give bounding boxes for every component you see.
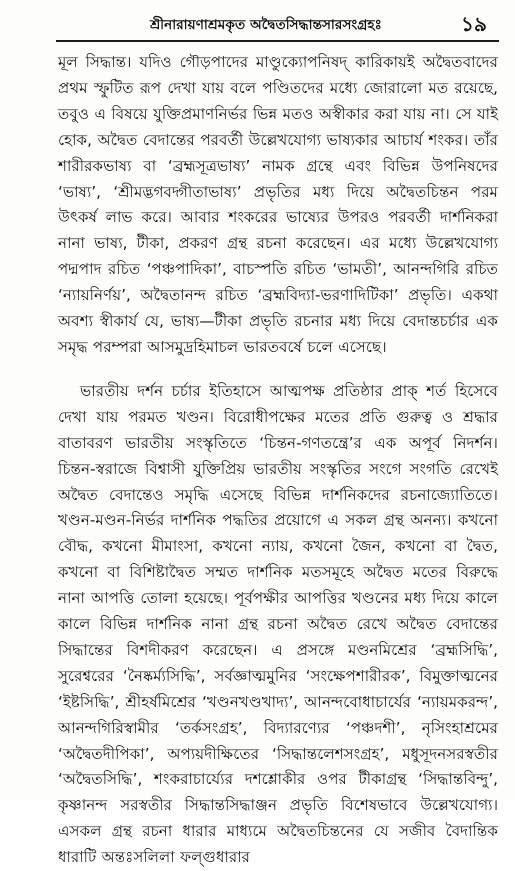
paragraph: মূল সিদ্ধান্ত। যদিও গৌড়পাদের মাণ্ডুক্যোপনিষদ্ কারিকায়ই অদ্বৈতবাদের প্রথম স্ফুটিত রূপ দেখা যায় বলে পণ্ডিতদের মধ্যে জোরালো মত রয়েছে, তবুও এ বিষয়ে যুক্তিপ্রমাণনির্ভর ভিন্ন মতও অস্বীকার করা যায় না। সে যাই হোক, অদ্বৈত বেদান্তের পরবর্তী উল্লেখযোগ্য ভাষ্যকার আচার্য শংকর। তাঁর শারীরকভাষ্য বা ‘ব্রহ্মসূত্রভাষ্য’ নামক গ্রন্থে এবং বিভিন্ন উপনিষদের ‘ভাষ্য’, ‘শ্রীমদ্ভগবদ্গীতাভাষ্য’ প্রভৃতির মধ্য দিয়ে অদ্বৈতচিন্তন পরম উৎকর্ষ লাভ করে। আবার শংকরের ভাষ্যের উপরও পরবর্তী দার্শনিকরা নানা ভাষ্য, টীকা, প্রকরণ গ্রন্থ রচনা করেছেন। এর মধ্যে উল্লেখযোগ্য পদ্মপাদ রচিত ‘পঞ্চপাদিকা’, বাচস্পতি রচিত ‘ভামতী’, আনন্দগিরি রচিত ‘ন্যায়নির্ণয়’, অদ্বৈতানন্দ রচিত ‘ব্রহ্মবিদ্যা-ভরণাদিটিকা’ প্রভৃতি। একথা অবশ্য স্বীকার্য যে, ভাষ্য—টীকা প্রভৃতি রচনার মধ্য দিয়ে বেদান্তচর্চার এক সমৃদ্ধ পরম্পরা আসমুদ্রহিমাচল ভারতবর্ষে চলে এসেছে। — [58, 53, 498, 356]
body-text — [58, 50, 498, 871]
page-header — [0, 10, 515, 40]
page-number: ১৯ — [461, 12, 487, 36]
header-rule — [56, 40, 499, 42]
running-head: শ্রীনারায়ণাশ্রমকৃত অদ্বৈতসিদ্ধান্তসারসংগ্রহঃ — [150, 17, 382, 33]
paragraph: ভারতীয় দর্শন চর্চার ইতিহাসে আত্মপক্ষ প্রতিষ্ঠার প্রাক্ শর্ত হিসেবে দেখা যায় পরমত খণ্ডন। বিরোধীপক্ষের মতের প্রতি গুরুত্ব ও শ্রদ্ধার বাতাবরণ ভারতীয় সংস্কৃতিতে ‘চিন্তন-গণতন্ত্রে’র এক অপূর্ব নিদর্শন। চিন্তন-স্বরাজে বিশ্বাসী যুক্তিপ্রিয় ভারতীয় সংস্কৃতির সংগে সংগতি রেখেই অদ্বৈত বেদান্তেও সমৃদ্ধি এসেছে বিভিন্ন দার্শনিকদের রচনাজ্যোতিতে। খণ্ডন-মণ্ডন-নির্ভর দার্শনিক পদ্ধতির প্রয়োগে এ সকল গ্রন্থ অনন্য। কখনো বৌদ্ধ, কখনো মীমাংসা, কখনো ন্যায়, কখনো জৈন, কখনো বা দ্বৈত, কখনো বা বিশিষ্টাদ্বৈত সম্মত দার্শনিক মতসমূহে অদ্বৈত মতের বিরুদ্ধে নানা আপত্তি তোলা হয়েছে। পূর্বপক্ষীর আপত্তির খণ্ডনের মধ্য দিয়ে কালে কালে বিভিন্ন দার্শনিক নানা গ্রন্থ রচনা অদ্বৈত রেখে অদ্বৈত বেদান্তের সিদ্ধান্তের বিশদীকরণ করেছেন। এ প্রসঙ্গে মণ্ডনমিশ্রের ‘ব্রহ্মসিদ্ধি’, সুরেশ্বরের ‘নৈষ্কর্ম্যসিদ্ধি’, সর্বজ্ঞাত্মমুনির ‘সংক্ষেপশারীরক’, বিমুক্তাত্মনের ‘ইষ্টসিদ্ধি’, শ্রীহর্ষমিশ্রের ‘খণ্ডনখণ্ডখাদ্য’, আনন্দবোধাচার্যের ‘ন্যায়মকরন্দ’, আনন্দগিরিস্বামীর ‘তর্কসংগ্রহ’, বিদ্যারণ্যের ‘পঞ্চদশী’, নৃসিংহাশ্রমের ‘অদ্বৈতদীপিকা’, অপ্যয়দীক্ষিতের ‘সিদ্ধান্তলেশসংগ্রহ’, মধুসূদনসরস্বতীর ‘অদ্বৈতসিদ্ধি’, শংকরাচার্য্যের দশশ্লোকীর ওপর টীকাগ্রন্থ ‘সিদ্ধান্তবিন্দু’, কৃষ্ণানন্দ সরস্বতীর সিদ্ধান্তসিদ্ধাঞ্জন প্রভৃতি বিশেষভাবে উল্লেখযোগ্য। এসকল গ্রন্থ রচনা ধারার মাধ্যমে অদ্বৈতচিন্তনের যে সজীব বৈদান্তিক ধারাটি অন্তঃসলিলা ফল্গুধারার — [58, 381, 498, 867]
